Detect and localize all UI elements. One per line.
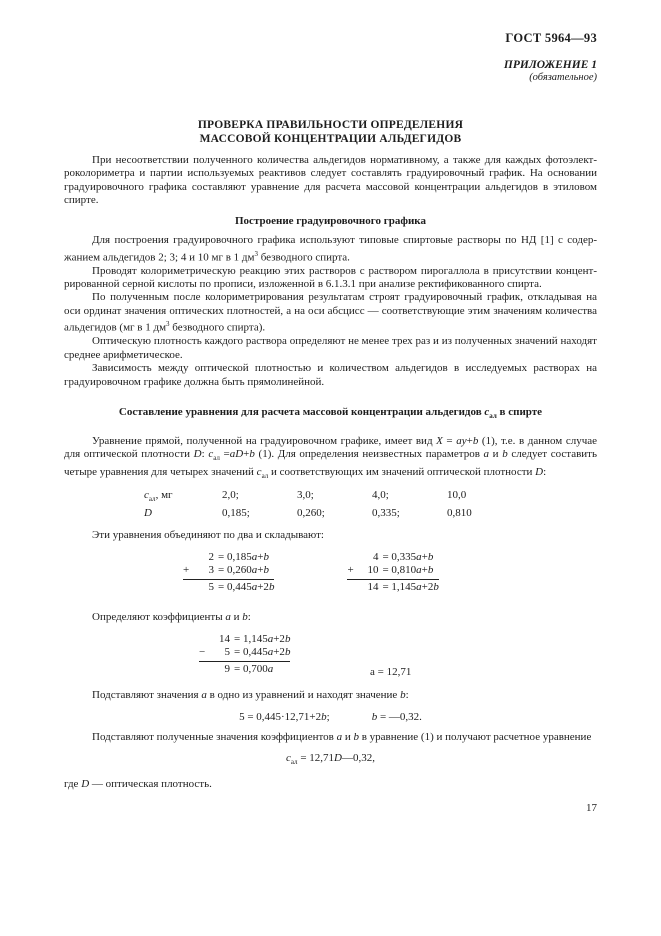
text-line: Подставляют значения a в одно из уравнений и находят значение b: xyxy=(92,689,409,702)
equation-line xyxy=(183,564,274,577)
equation-rhs: = 0,445a+2b xyxy=(234,646,291,659)
text-line: Определяют коэффициенты a и b: xyxy=(92,610,251,623)
text-line: Подставляют полученные значения коэффициентов a и b в уравнение (1) и получают расчетное уравнение xyxy=(92,731,592,743)
text-line: роколориметра и партии используемых реактивов следует составлять градуировочный график. На основании xyxy=(64,167,597,180)
equation-lhs: 2 xyxy=(208,550,214,563)
calibration-table xyxy=(144,489,597,520)
paragraph-reaction xyxy=(64,265,597,292)
equation-line xyxy=(183,551,274,564)
equation-lhs: 10 xyxy=(367,563,379,576)
equation-addends xyxy=(183,551,274,580)
operator-blank xyxy=(183,551,196,564)
plus-operator: + xyxy=(347,563,354,576)
text-line: среднее арифметическое. xyxy=(64,348,183,361)
text-line: Проводят колориметрическую реакцию этих растворов с раствором пирогаллола в присутствии концент- xyxy=(92,264,597,277)
text-line: градуировочного графика составляют уравнение для расчета массовой концентрации альдегидов в этиловом xyxy=(64,180,597,193)
text-line: градуировочном графике должна быть прямолинейной. xyxy=(64,375,325,388)
table-cell: 4,0; xyxy=(372,489,389,502)
operator-blank xyxy=(183,581,196,594)
page-header xyxy=(64,0,597,84)
table-cell: 2,0; xyxy=(222,489,239,502)
equation-lhs: 5 xyxy=(224,646,230,659)
equation-rhs: = 0,260a+b xyxy=(218,563,269,576)
text-line: Эти уравнения объединяют по два и складывают: xyxy=(92,529,324,542)
equation-lhs: 3 xyxy=(208,563,214,576)
text-line: рированной серной кислоты по прописи, изложенной в 6.1.3.1 при анализе ректификованного спирта. xyxy=(64,278,542,290)
final-equation: $с_{ал}$ = 12,71D—0,32, xyxy=(286,752,375,767)
equation-rhs: = 0,810a+b xyxy=(382,563,434,576)
paragraph-combine xyxy=(64,529,597,542)
summation-equations xyxy=(183,551,597,594)
section-heading-graph: Построение градуировочного графика xyxy=(235,214,426,227)
equation-block-difference xyxy=(199,633,290,676)
equation-addends xyxy=(199,633,290,662)
operator-blank xyxy=(199,663,212,676)
equation-addends xyxy=(347,551,438,580)
equation-rhs: = 0,445a+2b xyxy=(218,580,275,593)
minus-operator: − xyxy=(199,646,206,659)
substitution-left: 5 = 0,445·12,71+2b; xyxy=(239,710,330,723)
paragraph-closing xyxy=(64,778,597,791)
equation-block-sum-left xyxy=(183,551,274,594)
equation-result xyxy=(183,581,274,594)
text-line: оси ординат значения оптических плотностей, а на оси абсцисс — соответствующие этим значениям количества xyxy=(64,304,597,317)
equation-lhs: 4 xyxy=(372,550,379,563)
text-line: Уравнение прямой, полученной на градуировочном графике, имеет вид X = ay+b (1), т.е. в данном случае xyxy=(92,434,597,447)
equation-rhs: = 1,145a+2b xyxy=(234,633,291,646)
paragraph-coefficients xyxy=(64,611,597,624)
paragraph-solutions xyxy=(64,234,597,264)
text-line: четыре уравнения для четырех значений $с_{ал}$ и соответствующих им значений оптической плотности D: xyxy=(64,465,547,480)
text-line: ПРОВЕРКА ПРАВИЛЬНОСТИ ОПРЕДЕЛЕНИЯ xyxy=(197,119,464,131)
equation-line xyxy=(347,551,438,564)
equation-block-sum-right xyxy=(347,551,438,594)
page-number: 17 xyxy=(586,802,597,814)
text-line: При несоответствии полученного количества альдегидов нормативному, а также для каждых фотоэлект- xyxy=(92,154,597,166)
operator-blank xyxy=(199,633,212,646)
standard-number: ГОСТ 5964—93 xyxy=(505,31,597,45)
paragraph-density xyxy=(64,335,597,362)
equation-line xyxy=(347,564,438,577)
equation-lhs: 14 xyxy=(367,580,379,593)
equation-lhs: 9 xyxy=(224,663,230,676)
paragraph-intro xyxy=(64,154,597,208)
plus-operator: + xyxy=(183,563,190,576)
section-heading-equation: Составление уравнения для расчета массовой концентрации альдегидов $с_{ал}$ в спирте xyxy=(118,405,543,421)
paragraph-linearity xyxy=(64,362,597,389)
equation-rhs: = 0,700a xyxy=(234,663,274,676)
table-cell: 0,810 xyxy=(447,506,472,519)
equation-result xyxy=(199,663,290,676)
coefficient-b-value: b = —0,32. xyxy=(371,710,422,723)
equation-lhs: 14 xyxy=(219,633,230,646)
document-title xyxy=(64,119,597,146)
equation-rhs: = 1,145a+2b xyxy=(382,580,439,593)
text-line: Зависимость между оптической плотностью и количеством альдегидов в исследуемых растворах на xyxy=(92,362,597,375)
table-row-label: D xyxy=(144,506,152,519)
operator-blank xyxy=(347,551,360,564)
equation-rhs: = 0,335a+b xyxy=(382,550,434,563)
paragraph-substitute-ab xyxy=(64,731,597,744)
table-cell: 0,260; xyxy=(297,506,325,519)
operator-blank xyxy=(347,581,360,594)
paragraph-plotting xyxy=(64,291,597,335)
page-content xyxy=(64,0,597,791)
text-line: спирте. xyxy=(64,194,99,207)
text-line: для оптической плотности D: $с_{ал} =aD+b$ (1). Для определения неизвестных параметров a и b следует составить xyxy=(64,448,597,463)
equation-line xyxy=(199,646,290,659)
equation-result xyxy=(347,581,438,594)
annex-label: ПРИЛОЖЕНИЕ 1 xyxy=(503,59,597,71)
table-cell: 10,0 xyxy=(447,489,467,502)
annex-kind: (обязательное) xyxy=(529,72,597,83)
coefficient-a-value: а = 12,71 xyxy=(370,666,412,679)
text-line: МАССОВОЙ КОНЦЕНТРАЦИИ АЛЬДЕГИДОВ xyxy=(199,132,462,145)
text-line: Оптическую плотность каждого раствора определяют не менее трех раз и из полученных значений находят xyxy=(92,335,597,348)
equation-rhs: = 0,185a+b xyxy=(218,550,269,563)
text-line: По полученным после колориметрирования результатам строят градуировочный график, откладывая на xyxy=(92,291,597,304)
text-line: Для построения градуировочного графика используют типовые спиртовые растворы по НД [1] с содер- xyxy=(92,234,597,247)
paragraph-line-equation xyxy=(64,435,597,484)
table-cell: 0,185; xyxy=(222,506,250,519)
substitution-equation xyxy=(64,711,597,724)
text-line: альдегидов (мг в 1 $дм^3$ безводного спирта). xyxy=(64,320,266,334)
paragraph-substitute-a xyxy=(64,689,597,702)
equation-lhs: 5 xyxy=(208,580,214,593)
text-line: где D — оптическая плотность. xyxy=(64,778,212,790)
difference-equation-row xyxy=(64,633,597,679)
text-line: жанием альдегидов 2; 3; 4 и 10 мг в 1 $дм^3$ безводного спирта. xyxy=(64,249,350,264)
table-cell: 0,335; xyxy=(372,506,400,519)
equation-line xyxy=(199,633,290,646)
table-cell: 3,0; xyxy=(297,489,314,502)
table-row-label: $с_{ал}$, мг xyxy=(144,489,173,504)
